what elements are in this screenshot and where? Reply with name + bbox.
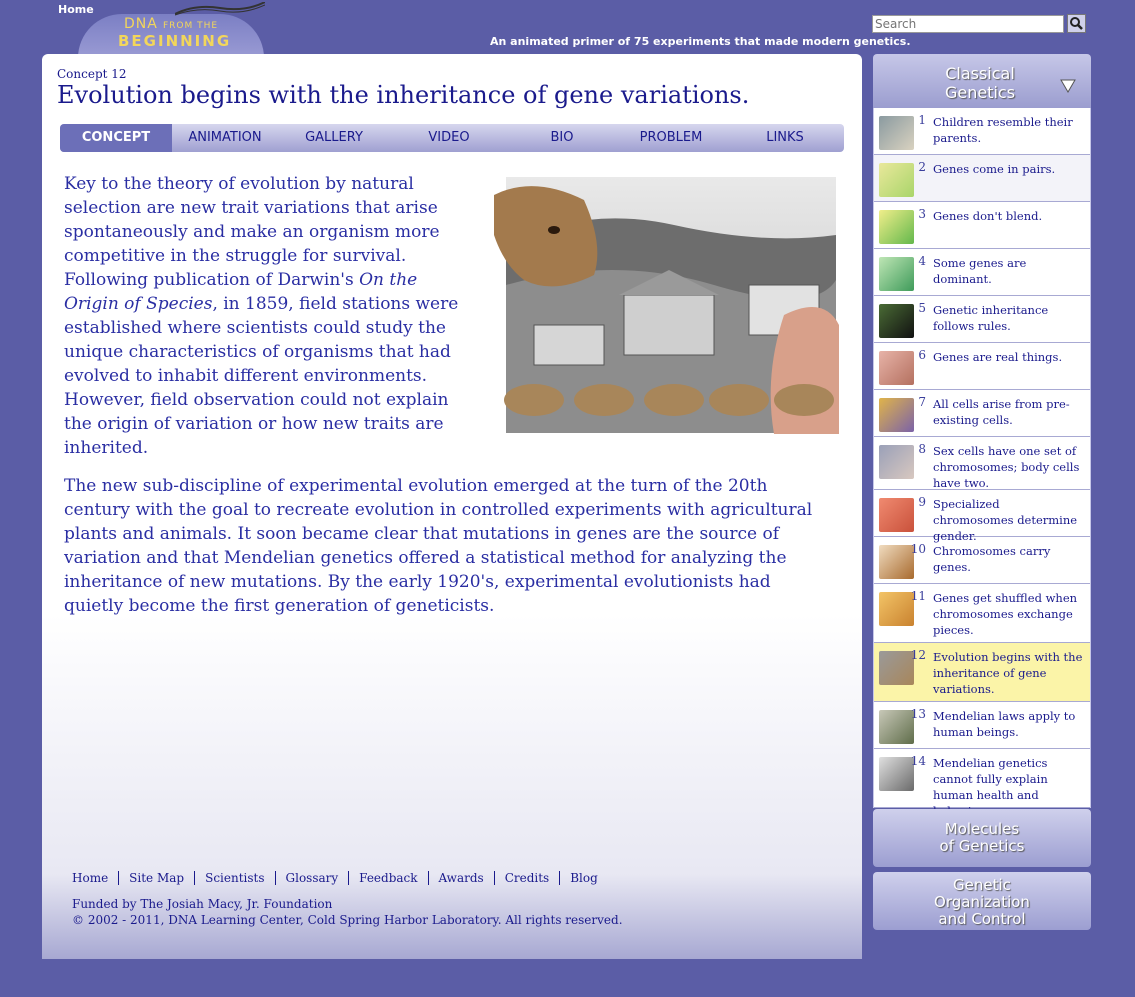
concept-item-label: All cells arise from pre-existing cells. [933,397,1070,427]
tab-bar [60,124,844,152]
concept-item-number: 11 [910,589,926,603]
classical-genetics-title [915,64,1045,102]
genetic-organization-button[interactable] [873,872,1091,930]
category-line: Genetic [953,876,1011,894]
tab-gallery[interactable]: GALLERY [305,130,363,145]
concept-item-number: 6 [918,348,926,362]
copyright-suffix: . All rights reserved. [497,913,623,927]
para1-text-b: , in 1859, field stations were established where scientists could study the unique characteristics of organisms that had evolved to inhabit different environments. However, field observation could not explain the origin of variation or how new traits are inherited. [64,294,459,458]
concept-item-6[interactable] [874,343,1090,390]
footer-link-feedback[interactable]: Feedback [348,871,427,885]
dna-helix-icon [175,2,265,16]
concept-12-thumbnail [879,651,914,685]
category-line: Molecules [944,820,1020,838]
funder-link[interactable]: The Josiah Macy, Jr. Foundation [140,897,333,911]
footer-nav [72,871,608,885]
funding-line [72,897,332,911]
concept-item-label: Chromosomes carry genes. [933,544,1051,574]
concept-6-thumbnail [879,351,914,385]
concept-item-1[interactable] [874,108,1090,155]
footer-link-credits[interactable]: Credits [494,871,560,885]
concept-13-thumbnail [879,710,914,744]
funded-prefix: Funded by [72,897,141,911]
concept-item-label: Mendelian genetics cannot fully explain human health and [933,756,1048,802]
concept-1-thumbnail [879,116,914,150]
concept-item-number: 4 [918,254,926,268]
page-title: Evolution begins with the inheritance of gene variations. [57,81,750,109]
concept-item-number: 5 [918,301,926,315]
category-line: of Genetics [939,837,1025,855]
tab-bio[interactable]: BIO [550,130,574,145]
concept-item-number: 7 [918,395,926,409]
logo-from-the: FROM THE [163,21,219,31]
concept-item-label: Some genes are dominant. [933,256,1027,286]
tab-links[interactable]: LINKS [766,130,804,145]
concept-item-label: Genetic inheritance follows rules. [933,303,1049,333]
cshl-link[interactable]: Cold Spring Harbor Laboratory [307,913,498,927]
concept-item-number: 12 [910,648,926,662]
concept-item-label: Genes get shuffled when chromosomes exchange pieces. [933,591,1078,637]
concept-4-thumbnail [879,257,914,291]
footer-link-glossary[interactable]: Glossary [275,871,349,885]
concept-item-number: 13 [910,707,926,721]
concept-9-thumbnail [879,498,914,532]
concept-item-number: 2 [918,160,926,174]
concept-item-5[interactable] [874,296,1090,343]
concept-item-number: 1 [918,113,926,127]
para1-text-a: Key to the theory of evolution by natural selection are new trait variations that arise spontaneously and make an organism more competitive in the struggle for survival. Following publication of Darwin's [64,174,440,290]
concept-item-number: 3 [918,207,926,221]
concept-item-9[interactable] [874,490,1090,543]
concept-8-thumbnail [879,445,914,479]
concept-item-number: 8 [918,442,926,456]
concept-item-number: 14 [910,754,926,768]
concept-item-label: Genes don't blend. [933,209,1043,223]
concept-list [873,108,1091,808]
tab-animation[interactable]: ANIMATION [188,130,262,145]
sidebar-title-line1: Classical [945,64,1015,83]
concept-item-label: Mendelian laws apply to human beings. [933,709,1076,739]
sidebar-title-line2: Genetics [944,83,1016,102]
concept-item-2[interactable] [874,155,1090,202]
logo-beginning[interactable]: BEGINNING [118,32,232,50]
logo-dna[interactable]: DNA [124,16,158,32]
footer-link-home[interactable]: Home [72,871,109,885]
concept-5-thumbnail [879,304,914,338]
concept-item-12[interactable] [874,643,1090,702]
concept-item-label: Evolution begins with the inheritance of gene variations. [933,650,1083,696]
concept-item-8[interactable] [874,437,1090,490]
concept-item-label: Sex cells have one set of chromosomes; body cells have two. [933,444,1080,490]
concept-item-13[interactable] [874,702,1090,749]
concept-item-11[interactable] [874,584,1090,643]
concept-item-10[interactable] [874,537,1090,584]
footer-link-awards[interactable]: Awards [428,871,494,885]
footer-link-blog[interactable]: Blog [559,871,608,885]
molecules-of-genetics-button[interactable] [873,809,1091,867]
concept-number: Concept 12 [57,67,127,81]
concept-7-thumbnail [879,398,914,432]
category-line: and Control [938,910,1026,928]
tab-problem[interactable]: PROBLEM [639,130,703,145]
concept-item-number: 10 [910,542,926,556]
concept-2-thumbnail [879,163,914,197]
concept-item-14[interactable] [874,749,1090,808]
site-tagline: An animated primer of 75 experiments that made modern genetics. [490,35,911,48]
concept-item-label: Children resemble their parents. [933,115,1073,145]
concept-item-label: Specialized chromosomes determine gender. [933,497,1078,543]
body-paragraph-2: The new sub-discipline of experimental evolution emerged at the turn of the 20th century with the goal to recreate evolution in controlled experiments with agricultural plants and animals. It soon became clear that mutations in genes are the source of variation and that Mendelian genetics offered a statistical method for analyzing the inheritance of new mutations. By the early 1920's, experimental evolutionists had quietly become the first generation of geneticists. [64,476,813,616]
search-icon [1068,15,1085,32]
concept-item-label: Genes are real things. [933,350,1063,364]
concept-11-thumbnail [879,592,914,626]
body-paragraph-1 [64,172,476,460]
concept-illustration [494,175,839,434]
tab-concept[interactable]: CONCEPT [60,124,172,152]
concept-14-thumbnail [879,757,914,791]
concept-item-4[interactable] [874,249,1090,296]
concept-item-number: 9 [918,495,926,509]
search-input[interactable] [872,15,1064,33]
concept-3-thumbnail [879,210,914,244]
concept-item-3[interactable] [874,202,1090,249]
home-link-top[interactable]: Home [58,3,94,16]
search-button[interactable] [1067,14,1086,33]
dnalc-link[interactable]: DNA Learning Center [168,913,300,927]
concept-item-label: Genes come in pairs. [933,162,1056,176]
copyright-prefix: © 2002 - 2011, [72,913,169,927]
concept-item-7[interactable] [874,390,1090,437]
footer-link-site-map[interactable]: Site Map [118,871,194,885]
triangle-down-icon[interactable] [1060,79,1076,93]
book-title: On the Origin of Species [64,270,418,314]
concept-10-thumbnail [879,545,914,579]
footer-link-scientists[interactable]: Scientists [194,871,274,885]
copyright-sep: , [299,913,308,927]
category-line: Organization [934,893,1030,911]
copyright-line [72,913,623,927]
tab-video[interactable]: VIDEO [428,130,470,145]
